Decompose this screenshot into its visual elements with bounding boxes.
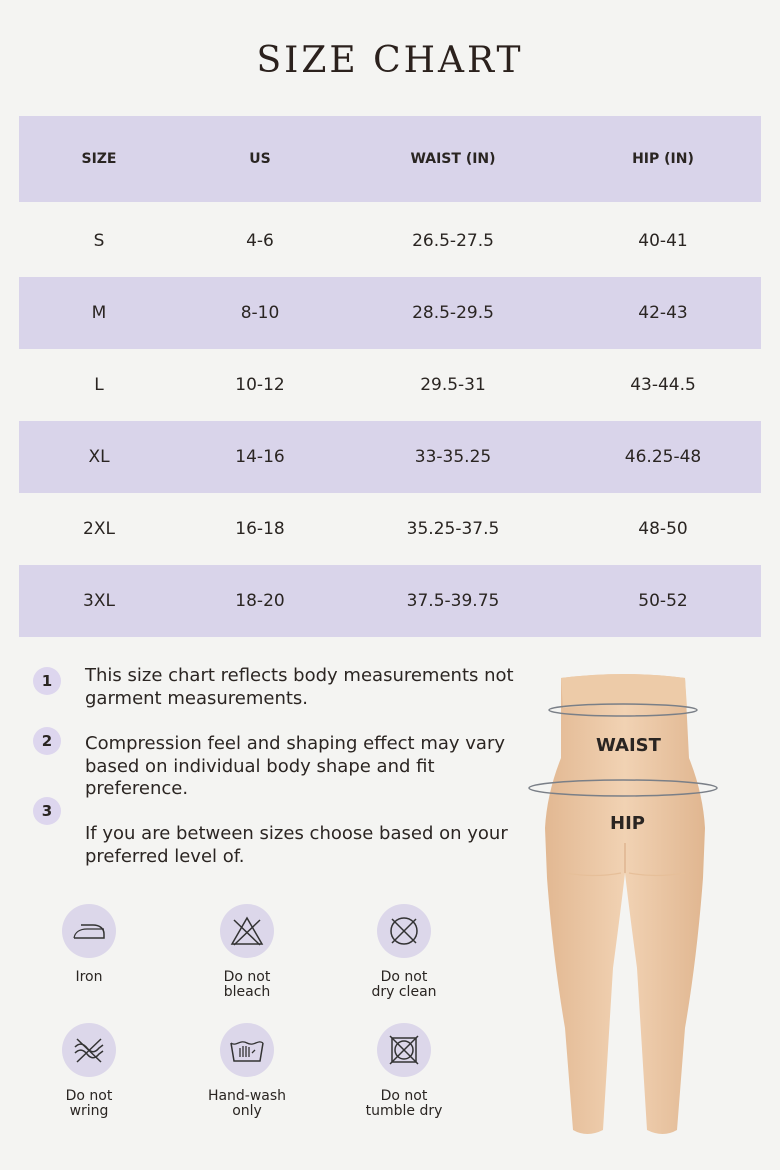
size-table bbox=[19, 116, 761, 637]
page-title: SIZE CHART bbox=[256, 40, 524, 81]
do-not-dry-clean-icon bbox=[377, 904, 431, 958]
hip-label: HIP bbox=[610, 813, 645, 834]
waist-label: WAIST bbox=[596, 735, 661, 756]
cell-us: 4-6 bbox=[246, 231, 274, 251]
header-hip: HIP (IN) bbox=[632, 151, 694, 167]
cell-hip: 50-52 bbox=[638, 591, 688, 611]
table-row bbox=[19, 493, 761, 565]
cell-us: 14-16 bbox=[235, 447, 285, 467]
care-do-not-dry-clean bbox=[349, 904, 459, 1000]
cell-size: XL bbox=[88, 447, 110, 467]
cell-size: M bbox=[91, 303, 107, 323]
care-do-not-wring bbox=[34, 1023, 144, 1119]
table-row bbox=[19, 349, 761, 421]
garment-illustration bbox=[525, 668, 725, 1143]
cell-waist: 37.5-39.75 bbox=[406, 591, 500, 611]
note-text-1: This size chart reflects body measurements not garment measurements. bbox=[85, 665, 514, 709]
cell-hip: 43-44.5 bbox=[630, 375, 696, 395]
table-row bbox=[19, 565, 761, 637]
do-not-bleach-icon bbox=[220, 904, 274, 958]
cell-us: 18-20 bbox=[235, 591, 285, 611]
care-hand-wash bbox=[192, 1023, 302, 1119]
cell-size: S bbox=[93, 231, 105, 251]
note-text-2: Compression feel and shaping effect may vary based on individual body shape and fit preference. bbox=[85, 733, 506, 799]
iron-icon bbox=[62, 904, 116, 958]
care-label: Do not bleach bbox=[223, 969, 271, 1000]
care-label: Hand-wash only bbox=[207, 1088, 287, 1119]
cell-hip: 42-43 bbox=[638, 303, 688, 323]
cell-size: 2XL bbox=[83, 519, 115, 539]
cell-us: 16-18 bbox=[235, 519, 285, 539]
cell-hip: 46.25-48 bbox=[624, 447, 702, 467]
note-number-1: 1 bbox=[33, 667, 61, 695]
cell-hip: 48-50 bbox=[638, 519, 688, 539]
cell-size: L bbox=[94, 375, 104, 395]
care-label: Do not wring bbox=[65, 1088, 113, 1119]
hand-wash-icon bbox=[220, 1023, 274, 1077]
table-row bbox=[19, 205, 761, 277]
care-label: Do not tumble dry bbox=[365, 1088, 443, 1119]
cell-us: 10-12 bbox=[235, 375, 285, 395]
cell-waist: 28.5-29.5 bbox=[412, 303, 494, 323]
table-row bbox=[19, 421, 761, 493]
header-waist: WAIST (IN) bbox=[410, 151, 496, 167]
cell-size: 3XL bbox=[83, 591, 115, 611]
cell-waist: 33-35.25 bbox=[414, 447, 492, 467]
note-text-3: If you are between sizes choose based on your preferred level of. bbox=[85, 823, 508, 867]
do-not-wring-icon bbox=[62, 1023, 116, 1077]
cell-hip: 40-41 bbox=[638, 231, 688, 251]
care-label: Do not dry clean bbox=[371, 969, 437, 1000]
care-do-not-bleach bbox=[192, 904, 302, 1000]
note-number-2: 2 bbox=[33, 727, 61, 755]
table-header-row bbox=[19, 116, 761, 202]
cell-waist: 35.25-37.5 bbox=[406, 519, 500, 539]
cell-us: 8-10 bbox=[240, 303, 280, 323]
header-us: US bbox=[249, 151, 271, 167]
table-row bbox=[19, 277, 761, 349]
care-do-not-tumble-dry bbox=[349, 1023, 459, 1119]
cell-waist: 26.5-27.5 bbox=[412, 231, 494, 251]
do-not-tumble-dry-icon bbox=[377, 1023, 431, 1077]
header-size: SIZE bbox=[81, 151, 117, 167]
care-label: Iron bbox=[75, 969, 103, 985]
cell-waist: 29.5-31 bbox=[420, 375, 486, 395]
note-number-3: 3 bbox=[33, 797, 61, 825]
care-iron bbox=[34, 904, 144, 985]
